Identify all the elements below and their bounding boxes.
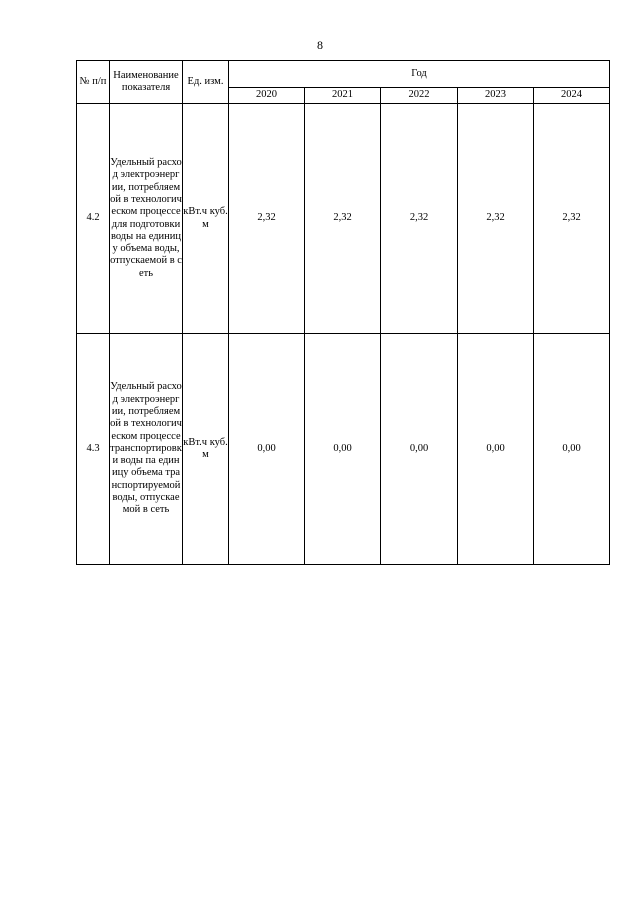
header-name: Наименование показателя [110,61,183,104]
row-value-2024: 0,00 [534,334,610,565]
header-year-2022: 2022 [381,87,458,103]
row-name [110,104,183,334]
table-row [77,104,610,334]
header-num: № п/п [77,61,110,104]
row-value-2023: 2,32 [458,104,534,334]
header-year-2024: 2024 [534,87,610,103]
row-value-2022: 0,00 [381,334,458,565]
row-num: 4.3 [77,334,110,565]
row-value-2023: 0,00 [458,334,534,565]
row-unit: кВт.ч куб.м [183,104,229,334]
row-num: 4.2 [77,104,110,334]
row-unit: кВт.ч куб.м [183,334,229,565]
row-value-2021: 2,32 [305,104,381,334]
table-row [77,334,610,565]
header-year-2023: 2023 [458,87,534,103]
row-name-text: Удельный расход электроэнергии, потребляемой в технологическом процессе транспортировки воды па единицу объема транспортируемой воды, отпускаемой в сеть [110,381,182,516]
row-value-2020: 2,32 [229,104,305,334]
row-value-2024: 2,32 [534,104,610,334]
row-value-2021: 0,00 [305,334,381,565]
row-name-text: Удельный расход электроэнергии, потребляемой в технологическом процессе для подготовки воды на единицу объема воды, отпускаемой в сеть [110,157,182,279]
header-year-2020: 2020 [229,87,305,103]
header-unit: Ед. изм. [183,61,229,104]
row-value-2022: 2,32 [381,104,458,334]
page-number: 8 [317,38,323,52]
indicators-table [76,60,610,565]
header-year-group: Год [229,61,610,88]
header-year-2021: 2021 [305,87,381,103]
row-name [110,334,183,565]
row-value-2020: 0,00 [229,334,305,565]
